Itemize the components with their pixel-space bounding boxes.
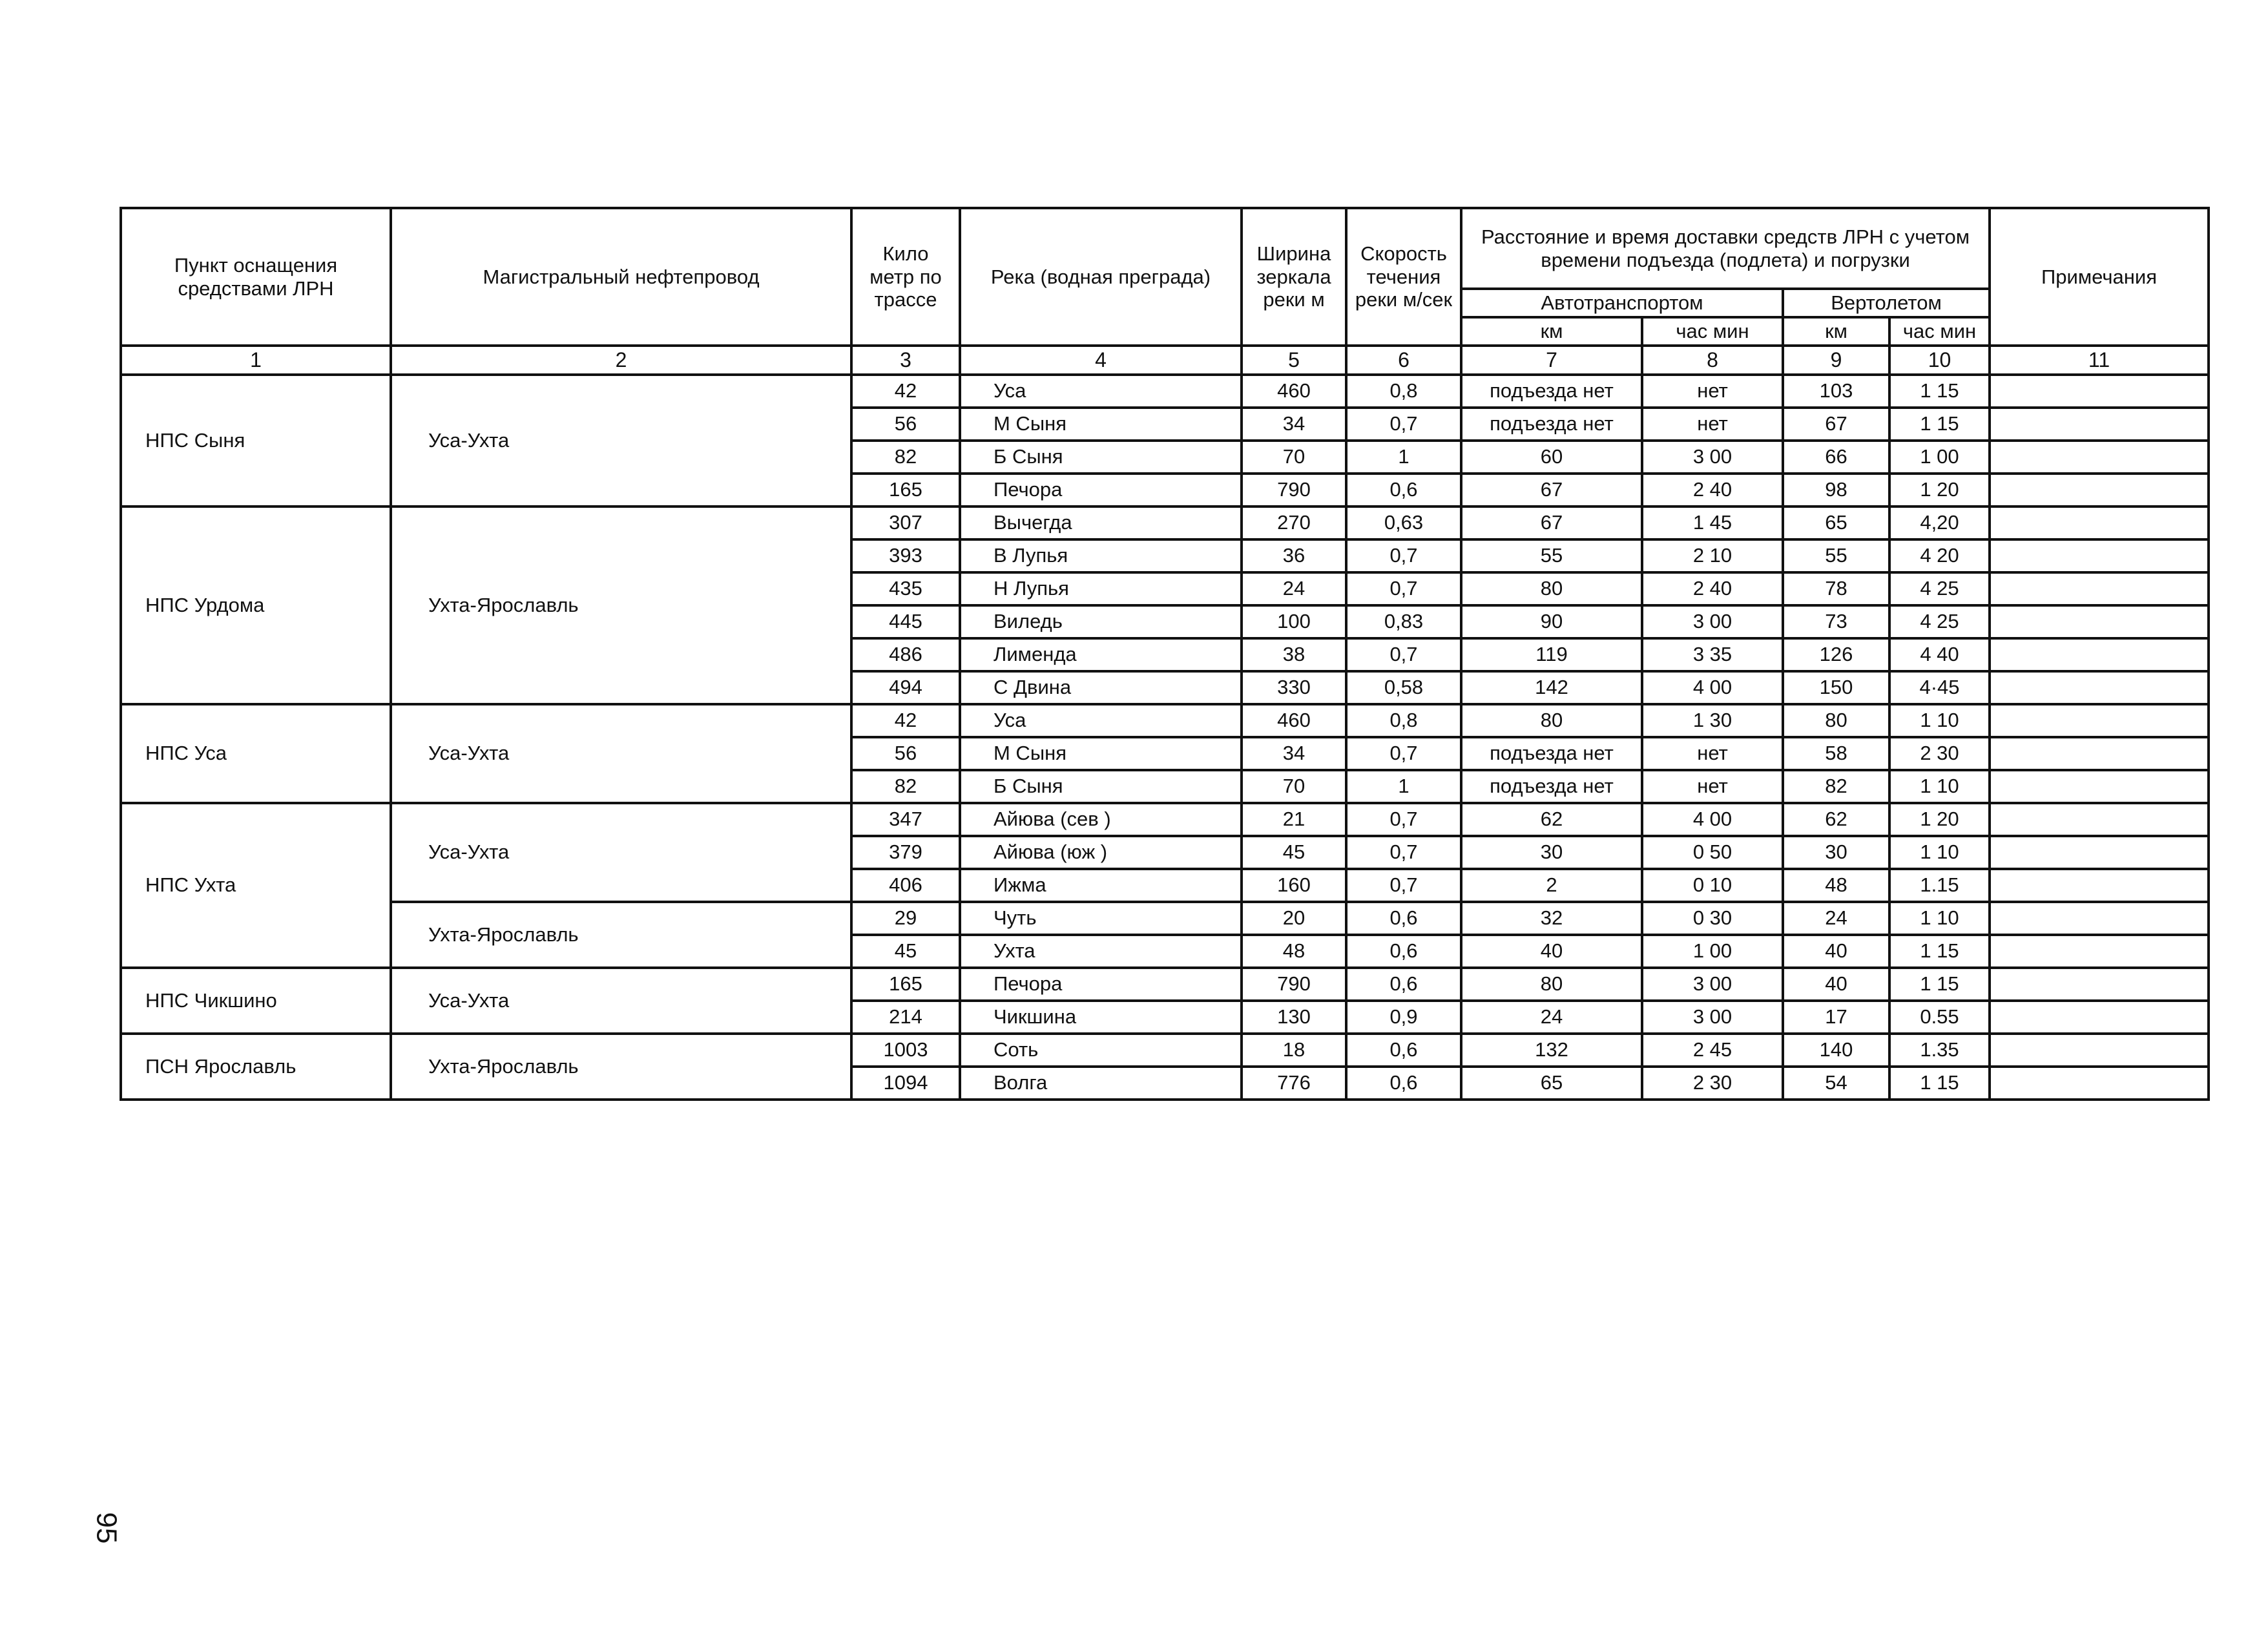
auto-km-cell: подъезда нет	[1461, 737, 1642, 770]
table-body	[121, 375, 2209, 1100]
heli-time-cell: 4 25	[1889, 572, 1990, 605]
auto-km-cell: 90	[1461, 605, 1642, 638]
speed-cell: 0,7	[1346, 638, 1461, 671]
auto-time-cell: 3 00	[1642, 1001, 1783, 1034]
speed-cell: 0,6	[1346, 935, 1461, 968]
auto-km-cell: 65	[1461, 1067, 1642, 1100]
header-auto: Автотранспортом	[1461, 289, 1783, 317]
km-cell: 1094	[851, 1067, 960, 1100]
heli-km-cell: 30	[1783, 836, 1889, 869]
auto-km-cell: 67	[1461, 506, 1642, 539]
notes-cell	[1990, 539, 2209, 572]
speed-cell: 0,8	[1346, 375, 1461, 408]
auto-time-cell: 0 10	[1642, 869, 1783, 902]
river-cell: Лименда	[960, 638, 1242, 671]
width-cell: 790	[1242, 474, 1346, 506]
heli-time-cell: 1 10	[1889, 770, 1990, 803]
heli-time-cell: 4 25	[1889, 605, 1990, 638]
header-km: Кило метр по трассе	[851, 208, 960, 346]
river-cell: Чуть	[960, 902, 1242, 935]
notes-cell	[1990, 605, 2209, 638]
header-pipeline: Магистральный нефтепровод	[391, 208, 851, 346]
heli-km-cell: 40	[1783, 935, 1889, 968]
heli-km-cell: 24	[1783, 902, 1889, 935]
heli-time-cell: 0.55	[1889, 1001, 1990, 1034]
auto-time-cell: 4 00	[1642, 803, 1783, 836]
column-number: 7	[1461, 346, 1642, 375]
header-river: Река (водная преграда)	[960, 208, 1242, 346]
km-cell: 1003	[851, 1034, 960, 1067]
point-cell: НПС Чикшино	[121, 968, 391, 1034]
table-row	[121, 506, 2209, 539]
auto-time-cell: 0 50	[1642, 836, 1783, 869]
km-cell: 56	[851, 737, 960, 770]
pipeline-cell: Уса-Ухта	[391, 803, 851, 902]
heli-km-cell: 58	[1783, 737, 1889, 770]
heli-km-cell: 150	[1783, 671, 1889, 704]
heli-km-cell: 40	[1783, 968, 1889, 1001]
km-cell: 82	[851, 441, 960, 474]
auto-time-cell: 1 45	[1642, 506, 1783, 539]
auto-km-cell: 30	[1461, 836, 1642, 869]
width-cell: 70	[1242, 441, 1346, 474]
width-cell: 130	[1242, 1001, 1346, 1034]
auto-time-cell: 2 45	[1642, 1034, 1783, 1067]
river-cell: В Лупья	[960, 539, 1242, 572]
heli-time-cell: 4 20	[1889, 539, 1990, 572]
auto-time-cell: нет	[1642, 737, 1783, 770]
river-cell: М Сыня	[960, 408, 1242, 441]
river-cell: Печора	[960, 968, 1242, 1001]
auto-time-cell: 2 40	[1642, 572, 1783, 605]
notes-cell	[1990, 506, 2209, 539]
speed-cell: 0,7	[1346, 408, 1461, 441]
heli-time-cell: 1 00	[1889, 441, 1990, 474]
pipeline-cell: Ухта-Ярославль	[391, 506, 851, 704]
auto-time-cell: 2 10	[1642, 539, 1783, 572]
km-cell: 486	[851, 638, 960, 671]
pipeline-cell: Уса-Ухта	[391, 704, 851, 803]
notes-cell	[1990, 1034, 2209, 1067]
width-cell: 330	[1242, 671, 1346, 704]
speed-cell: 1	[1346, 441, 1461, 474]
width-cell: 20	[1242, 902, 1346, 935]
auto-km-cell: 80	[1461, 968, 1642, 1001]
km-cell: 435	[851, 572, 960, 605]
notes-cell	[1990, 902, 2209, 935]
pipeline-cell: Ухта-Ярославль	[391, 902, 851, 968]
heli-km-cell: 55	[1783, 539, 1889, 572]
auto-km-cell: 67	[1461, 474, 1642, 506]
river-cell: М Сыня	[960, 737, 1242, 770]
column-number: 11	[1990, 346, 2209, 375]
auto-time-cell: 3 00	[1642, 968, 1783, 1001]
auto-km-cell: 80	[1461, 704, 1642, 737]
heli-time-cell: 4 40	[1889, 638, 1990, 671]
column-number-row	[121, 346, 2209, 375]
speed-cell: 0,63	[1346, 506, 1461, 539]
river-cell: Соть	[960, 1034, 1242, 1067]
river-cell: С Двина	[960, 671, 1242, 704]
notes-cell	[1990, 474, 2209, 506]
notes-cell	[1990, 441, 2209, 474]
width-cell: 21	[1242, 803, 1346, 836]
column-number: 8	[1642, 346, 1783, 375]
heli-km-cell: 65	[1783, 506, 1889, 539]
speed-cell: 0,83	[1346, 605, 1461, 638]
notes-cell	[1990, 408, 2209, 441]
auto-km-cell: 142	[1461, 671, 1642, 704]
km-cell: 82	[851, 770, 960, 803]
auto-time-cell: нет	[1642, 408, 1783, 441]
notes-cell	[1990, 1067, 2209, 1100]
notes-cell	[1990, 770, 2209, 803]
km-cell: 393	[851, 539, 960, 572]
header-notes: Примечания	[1990, 208, 2209, 346]
width-cell: 160	[1242, 869, 1346, 902]
km-cell: 379	[851, 836, 960, 869]
column-number: 1	[121, 346, 391, 375]
point-cell: ПСН Ярославль	[121, 1034, 391, 1100]
notes-cell	[1990, 803, 2209, 836]
km-cell: 347	[851, 803, 960, 836]
notes-cell	[1990, 1001, 2209, 1034]
speed-cell: 0,7	[1346, 869, 1461, 902]
speed-cell: 0,58	[1346, 671, 1461, 704]
column-number: 6	[1346, 346, 1461, 375]
auto-km-cell: 2	[1461, 869, 1642, 902]
river-cell: Волга	[960, 1067, 1242, 1100]
column-number: 9	[1783, 346, 1889, 375]
table-row	[121, 375, 2209, 408]
km-cell: 56	[851, 408, 960, 441]
width-cell: 36	[1242, 539, 1346, 572]
auto-time-cell: 3 35	[1642, 638, 1783, 671]
speed-cell: 0,7	[1346, 836, 1461, 869]
river-cell: Б Сыня	[960, 770, 1242, 803]
heli-time-cell: 1 10	[1889, 704, 1990, 737]
km-cell: 45	[851, 935, 960, 968]
heli-time-cell: 1 10	[1889, 902, 1990, 935]
pipeline-cell: Уса-Ухта	[391, 968, 851, 1034]
speed-cell: 0,7	[1346, 539, 1461, 572]
lrn-delivery-table	[120, 207, 2210, 1101]
pipeline-cell: Ухта-Ярославль	[391, 1034, 851, 1100]
width-cell: 24	[1242, 572, 1346, 605]
header-width: Ширина зеркала реки м	[1242, 208, 1346, 346]
auto-time-cell: 2 40	[1642, 474, 1783, 506]
river-cell: Уса	[960, 704, 1242, 737]
heli-km-cell: 78	[1783, 572, 1889, 605]
km-cell: 165	[851, 968, 960, 1001]
speed-cell: 0,7	[1346, 737, 1461, 770]
header-auto-km: км	[1461, 317, 1642, 346]
speed-cell: 0,6	[1346, 902, 1461, 935]
speed-cell: 0,7	[1346, 803, 1461, 836]
auto-time-cell: нет	[1642, 770, 1783, 803]
column-number: 5	[1242, 346, 1346, 375]
header-heli-time: час мин	[1889, 317, 1990, 346]
river-cell: Айюва (сев )	[960, 803, 1242, 836]
table-row	[121, 1034, 2209, 1067]
river-cell: Вычегда	[960, 506, 1242, 539]
auto-time-cell: 2 30	[1642, 1067, 1783, 1100]
river-cell: Ухта	[960, 935, 1242, 968]
notes-cell	[1990, 671, 2209, 704]
header-speed: Скорость течения реки м/сек	[1346, 208, 1461, 346]
width-cell: 45	[1242, 836, 1346, 869]
speed-cell: 0,6	[1346, 968, 1461, 1001]
header-point: Пункт оснащения средствами ЛРН	[121, 208, 391, 346]
speed-cell: 1	[1346, 770, 1461, 803]
auto-km-cell: подъезда нет	[1461, 375, 1642, 408]
width-cell: 776	[1242, 1067, 1346, 1100]
auto-time-cell: нет	[1642, 375, 1783, 408]
speed-cell: 0,8	[1346, 704, 1461, 737]
width-cell: 790	[1242, 968, 1346, 1001]
km-cell: 165	[851, 474, 960, 506]
heli-km-cell: 103	[1783, 375, 1889, 408]
notes-cell	[1990, 836, 2209, 869]
width-cell: 48	[1242, 935, 1346, 968]
auto-km-cell: 55	[1461, 539, 1642, 572]
heli-time-cell: 1 20	[1889, 474, 1990, 506]
auto-time-cell: 3 00	[1642, 605, 1783, 638]
table-row	[121, 803, 2209, 836]
heli-km-cell: 48	[1783, 869, 1889, 902]
heli-time-cell: 1 10	[1889, 836, 1990, 869]
km-cell: 445	[851, 605, 960, 638]
heli-time-cell: 4,20	[1889, 506, 1990, 539]
notes-cell	[1990, 638, 2209, 671]
river-cell: Печора	[960, 474, 1242, 506]
width-cell: 460	[1242, 375, 1346, 408]
width-cell: 38	[1242, 638, 1346, 671]
width-cell: 270	[1242, 506, 1346, 539]
km-cell: 494	[851, 671, 960, 704]
heli-km-cell: 54	[1783, 1067, 1889, 1100]
auto-time-cell: 4 00	[1642, 671, 1783, 704]
speed-cell: 0,9	[1346, 1001, 1461, 1034]
point-cell: НПС Ухта	[121, 803, 391, 968]
heli-time-cell: 1 15	[1889, 968, 1990, 1001]
header-heli-km: км	[1783, 317, 1889, 346]
river-cell: Уса	[960, 375, 1242, 408]
heli-time-cell: 1 15	[1889, 1067, 1990, 1100]
notes-cell	[1990, 572, 2209, 605]
page-number: 95	[90, 1512, 123, 1544]
heli-km-cell: 98	[1783, 474, 1889, 506]
river-cell: Чикшина	[960, 1001, 1242, 1034]
auto-time-cell: 3 00	[1642, 441, 1783, 474]
table-row	[121, 968, 2209, 1001]
km-cell: 214	[851, 1001, 960, 1034]
width-cell: 18	[1242, 1034, 1346, 1067]
heli-time-cell: 2 30	[1889, 737, 1990, 770]
river-cell: Виледь	[960, 605, 1242, 638]
auto-km-cell: подъезда нет	[1461, 770, 1642, 803]
km-cell: 29	[851, 902, 960, 935]
column-number: 2	[391, 346, 851, 375]
notes-cell	[1990, 935, 2209, 968]
auto-km-cell: 119	[1461, 638, 1642, 671]
heli-km-cell: 80	[1783, 704, 1889, 737]
river-cell: Б Сыня	[960, 441, 1242, 474]
table-row	[121, 704, 2209, 737]
auto-km-cell: 60	[1461, 441, 1642, 474]
river-cell: Ижма	[960, 869, 1242, 902]
width-cell: 70	[1242, 770, 1346, 803]
width-cell: 34	[1242, 737, 1346, 770]
heli-km-cell: 66	[1783, 441, 1889, 474]
heli-km-cell: 140	[1783, 1034, 1889, 1067]
notes-cell	[1990, 869, 2209, 902]
notes-cell	[1990, 737, 2209, 770]
auto-time-cell: 1 30	[1642, 704, 1783, 737]
heli-time-cell: 1 20	[1889, 803, 1990, 836]
notes-cell	[1990, 704, 2209, 737]
km-cell: 42	[851, 375, 960, 408]
auto-km-cell: 80	[1461, 572, 1642, 605]
auto-time-cell: 1 00	[1642, 935, 1783, 968]
heli-time-cell: 1 15	[1889, 408, 1990, 441]
heli-time-cell: 4·45	[1889, 671, 1990, 704]
speed-cell: 0,6	[1346, 1067, 1461, 1100]
width-cell: 34	[1242, 408, 1346, 441]
heli-km-cell: 17	[1783, 1001, 1889, 1034]
auto-km-cell: 24	[1461, 1001, 1642, 1034]
notes-cell	[1990, 968, 2209, 1001]
km-cell: 406	[851, 869, 960, 902]
heli-time-cell: 1 15	[1889, 375, 1990, 408]
width-cell: 460	[1242, 704, 1346, 737]
heli-time-cell: 1.35	[1889, 1034, 1990, 1067]
heli-time-cell: 1.15	[1889, 869, 1990, 902]
speed-cell: 0,6	[1346, 1034, 1461, 1067]
column-number: 10	[1889, 346, 1990, 375]
pipeline-cell: Уса-Ухта	[391, 375, 851, 506]
km-cell: 42	[851, 704, 960, 737]
km-cell: 307	[851, 506, 960, 539]
heli-km-cell: 62	[1783, 803, 1889, 836]
auto-km-cell: 40	[1461, 935, 1642, 968]
column-number: 4	[960, 346, 1242, 375]
header-heli: Вертолетом	[1783, 289, 1990, 317]
notes-cell	[1990, 375, 2209, 408]
heli-time-cell: 1 15	[1889, 935, 1990, 968]
auto-time-cell: 0 30	[1642, 902, 1783, 935]
speed-cell: 0,7	[1346, 572, 1461, 605]
auto-km-cell: 32	[1461, 902, 1642, 935]
river-cell: Айюва (юж )	[960, 836, 1242, 869]
speed-cell: 0,6	[1346, 474, 1461, 506]
heli-km-cell: 82	[1783, 770, 1889, 803]
point-cell: НПС Сыня	[121, 375, 391, 506]
auto-km-cell: подъезда нет	[1461, 408, 1642, 441]
header-delivery: Расстояние и время доставки средств ЛРН с учетом времени подъезда (подлета) и погрузки	[1461, 208, 1990, 289]
heli-km-cell: 126	[1783, 638, 1889, 671]
heli-km-cell: 67	[1783, 408, 1889, 441]
auto-km-cell: 132	[1461, 1034, 1642, 1067]
column-number: 3	[851, 346, 960, 375]
auto-km-cell: 62	[1461, 803, 1642, 836]
heli-km-cell: 73	[1783, 605, 1889, 638]
width-cell: 100	[1242, 605, 1346, 638]
river-cell: Н Лупья	[960, 572, 1242, 605]
header-auto-time: час мин	[1642, 317, 1783, 346]
table-row	[121, 902, 2209, 935]
point-cell: НПС Урдома	[121, 506, 391, 704]
point-cell: НПС Уса	[121, 704, 391, 803]
